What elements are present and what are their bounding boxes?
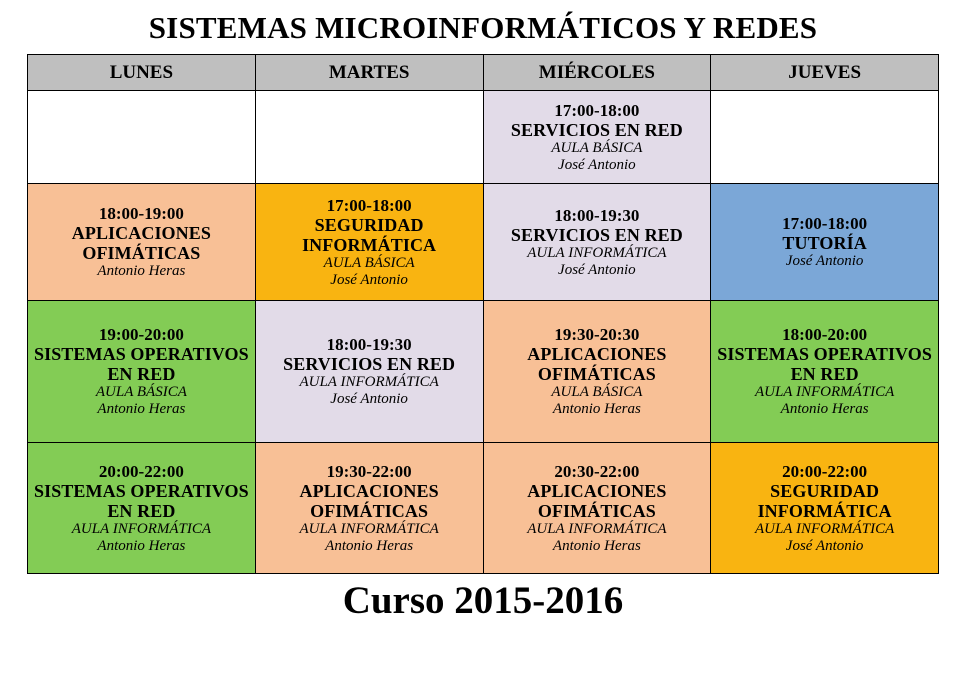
cell-subject: APLICACIONES OFIMÁTICAS [527,480,667,521]
table-header [28,55,939,91]
table-row [28,184,939,301]
cell-room: AULA INFORMÁTICA [754,520,895,537]
table-row [28,91,939,184]
schedule-cell [483,184,711,301]
column-header-miercoles: MIÉRCOLES [483,55,711,91]
cell-room: AULA INFORMÁTICA [754,384,895,401]
schedule-cell [255,91,483,184]
cell-subject: SERVICIOS EN RED [510,119,683,140]
cell-time: 17:00-18:00 [554,100,640,120]
cell-room: AULA BÁSICA [95,384,187,401]
cell-subject: SEGURIDAD INFORMÁTICA [757,480,892,521]
schedule-cell [483,301,711,443]
cell-room: AULA BÁSICA [323,254,415,271]
cell-subject: SISTEMAS OPERATIVOS EN RED [33,480,249,521]
table-body [28,91,939,574]
cell-time: 17:00-18:00 [326,195,412,215]
cell-time: 19:30-22:00 [326,461,412,481]
schedule-cell [255,443,483,574]
column-header-lunes: LUNES [28,55,256,91]
schedule-cell [711,301,939,443]
cell-teacher: José Antonio [330,391,408,408]
cell-subject: APLICACIONES OFIMÁTICAS [299,480,439,521]
cell-room: AULA INFORMÁTICA [527,244,667,261]
cell-teacher: José Antonio [785,253,864,270]
cell-teacher: Antonio Heras [97,537,186,554]
cell-teacher: José Antonio [558,156,636,173]
cell-room: AULA INFORMÁTICA [527,520,667,537]
cell-teacher: Antonio Heras [552,401,641,418]
cell-teacher: Antonio Heras [552,537,641,554]
schedule-cell [483,443,711,574]
schedule-cell [28,91,256,184]
cell-teacher: José Antonio [330,271,408,288]
schedule-cell [28,301,256,443]
schedule-cell [483,91,711,184]
cell-time: 19:30-20:30 [554,325,640,345]
table-row [28,301,939,443]
cell-room: AULA BÁSICA [551,139,643,156]
cell-time: 20:30-22:00 [554,461,640,481]
column-header-martes: MARTES [255,55,483,91]
column-header-jueves: JUEVES [711,55,939,91]
schedule-cell [711,443,939,574]
schedule-cell [255,184,483,301]
cell-time: 18:00-19:00 [98,203,184,223]
cell-room: AULA BÁSICA [551,384,643,401]
cell-subject: TUTORÍA [782,233,867,254]
cell-time: 18:00-20:00 [782,325,868,345]
cell-room: AULA INFORMÁTICA [299,520,439,537]
header-row [28,55,939,91]
cell-subject: SEGURIDAD INFORMÁTICA [302,214,437,255]
cell-subject: APLICACIONES OFIMÁTICAS [71,222,211,264]
cell-time: 18:00-19:30 [554,205,640,225]
cell-teacher: Antonio Heras [97,401,186,418]
cell-room: AULA INFORMÁTICA [71,520,212,537]
schedule-cell [711,91,939,184]
schedule-cell [255,301,483,443]
cell-room: AULA INFORMÁTICA [299,374,439,391]
schedule-cell [28,443,256,574]
cell-teacher: José Antonio [558,261,636,278]
cell-teacher: José Antonio [785,537,864,554]
cell-subject: APLICACIONES OFIMÁTICAS [527,344,667,385]
cell-time: 19:00-20:00 [98,325,184,345]
page-title: SISTEMAS MICROINFORMÁTICOS Y REDES [148,10,818,45]
cell-subject: SERVICIOS EN RED [510,224,683,245]
cell-subject: SERVICIOS EN RED [283,354,456,375]
table-row [28,443,939,574]
cell-subject: SISTEMAS OPERATIVOS EN RED [717,344,932,385]
cell-time: 17:00-18:00 [782,214,868,233]
cell-teacher: Antonio Heras [97,263,186,280]
cell-time: 18:00-19:30 [326,335,412,355]
schedule-cell [28,184,256,301]
cell-time: 20:00-22:00 [782,461,868,481]
cell-teacher: Antonio Heras [325,537,414,554]
cell-time: 20:00-22:00 [98,461,184,481]
schedule-table [27,54,939,574]
cell-subject: SISTEMAS OPERATIVOS EN RED [33,344,249,385]
cell-teacher: Antonio Heras [780,401,869,418]
schedule-cell [711,184,939,301]
course-year-footer: Curso 2015-2016 [342,579,624,622]
